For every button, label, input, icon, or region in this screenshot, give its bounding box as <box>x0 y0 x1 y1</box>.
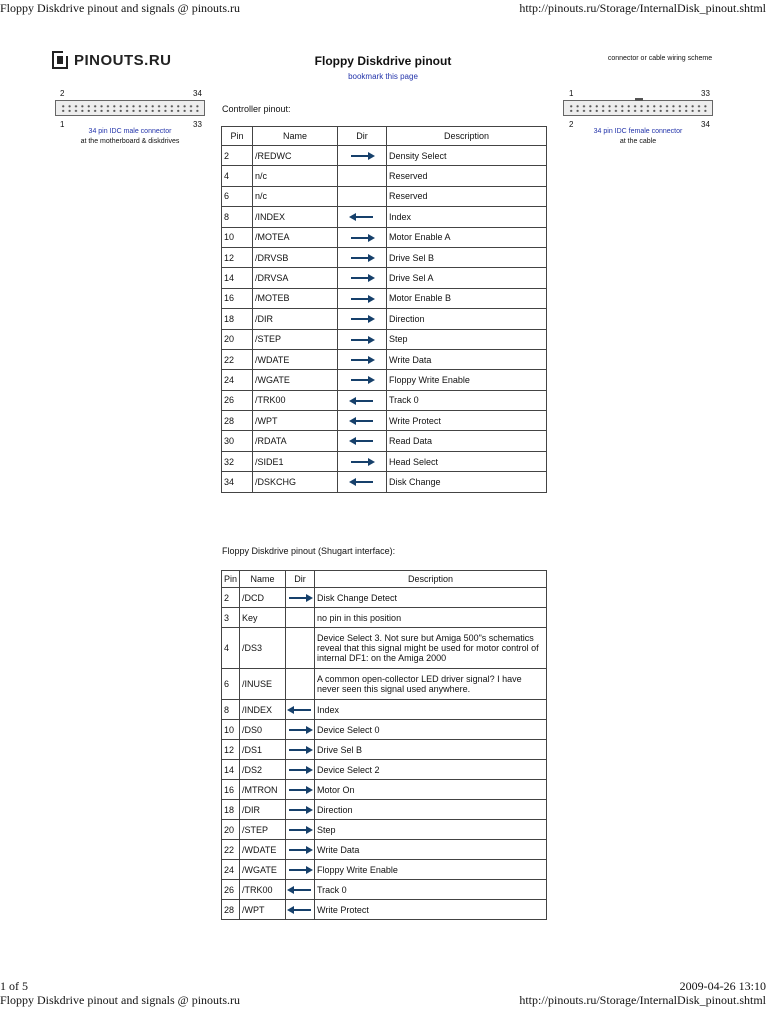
pin-number: 22 <box>222 349 253 369</box>
signal-name: /INDEX <box>240 700 286 720</box>
header-description: Description <box>315 571 547 588</box>
pin-number: 26 <box>222 390 253 410</box>
pin-number: 6 <box>222 186 253 206</box>
signal-name: /DIR <box>253 309 338 329</box>
arrow-left-icon <box>289 885 311 895</box>
signal-direction <box>338 472 387 492</box>
arrow-left-icon <box>351 396 373 406</box>
signal-direction <box>286 700 315 720</box>
arrow-left-icon <box>289 905 311 915</box>
pin-number: 10 <box>222 227 253 247</box>
signal-description: Drive Sel B <box>387 247 547 267</box>
signal-name: /INDEX <box>253 207 338 227</box>
signal-name: /STEP <box>240 820 286 840</box>
signal-direction <box>338 166 387 186</box>
signal-direction <box>338 411 387 431</box>
pin-number: 2 <box>222 146 253 166</box>
signal-direction <box>338 451 387 471</box>
pin-number: 18 <box>222 800 240 820</box>
signal-name: n/c <box>253 166 338 186</box>
signal-description: Read Data <box>387 431 547 451</box>
arrow-right-icon <box>351 273 373 283</box>
signal-description: Device Select 2 <box>315 760 547 780</box>
signal-name: /TRK00 <box>240 880 286 900</box>
signal-name: /WPT <box>240 900 286 920</box>
signal-direction <box>338 329 387 349</box>
pin-number: 34 <box>222 472 253 492</box>
signal-name: /WPT <box>253 411 338 431</box>
arrow-right-icon <box>351 233 373 243</box>
header-pin: Pin <box>222 127 253 146</box>
signal-description: Reserved <box>387 166 547 186</box>
print-header-title: Floppy Diskdrive pinout and signals @ pinouts.ru <box>0 1 241 15</box>
left-idc-connector-image <box>55 100 205 116</box>
pin-number: 22 <box>222 840 240 860</box>
table-row <box>222 860 547 880</box>
pin-number: 16 <box>222 288 253 308</box>
left-conn-pin-bottom-right: 33 <box>193 120 202 129</box>
print-footer-datetime: 2009-04-26 13:10 <box>679 979 766 993</box>
right-connector-subcaption: at the cable <box>619 138 657 145</box>
controller-pinout-label: Controller pinout: <box>222 104 291 114</box>
print-header-url: http://pinouts.ru/Storage/InternalDisk_pinout.shtml <box>519 1 766 15</box>
arrow-left-icon <box>351 416 373 426</box>
signal-description: Index <box>387 207 547 227</box>
table-row <box>222 451 547 471</box>
signal-description: Device Select 0 <box>315 720 547 740</box>
header-name: Name <box>240 571 286 588</box>
signal-description: Track 0 <box>387 390 547 410</box>
bookmark-link[interactable]: bookmark this page <box>348 72 418 81</box>
signal-name: /DRVSA <box>253 268 338 288</box>
table-row <box>222 880 547 900</box>
signal-name: /STEP <box>253 329 338 349</box>
pin-number: 24 <box>222 370 253 390</box>
header-name: Name <box>253 127 338 146</box>
pin-number: 6 <box>222 669 240 700</box>
arrow-right-icon <box>289 845 311 855</box>
signal-direction <box>286 628 315 669</box>
pin-number: 32 <box>222 451 253 471</box>
signal-description: Direction <box>315 800 547 820</box>
pin-number: 8 <box>222 700 240 720</box>
table-row <box>222 207 547 227</box>
signal-direction <box>286 780 315 800</box>
signal-direction <box>338 370 387 390</box>
right-conn-pin-top-right: 33 <box>701 89 710 98</box>
signal-description: Head Select <box>387 451 547 471</box>
signal-direction <box>338 186 387 206</box>
signal-direction <box>338 431 387 451</box>
signal-name: /DIR <box>240 800 286 820</box>
table-row <box>222 309 547 329</box>
signal-name: /RDATA <box>253 431 338 451</box>
signal-name: /DCD <box>240 588 286 608</box>
signal-name: /MOTEB <box>253 288 338 308</box>
table-row <box>222 268 547 288</box>
signal-direction <box>338 247 387 267</box>
signal-description: Track 0 <box>315 880 547 900</box>
arrow-right-icon <box>351 253 373 263</box>
signal-name: /DRVSB <box>253 247 338 267</box>
signal-name: /WDATE <box>240 840 286 860</box>
pin-number: 28 <box>222 900 240 920</box>
signal-description: Motor Enable A <box>387 227 547 247</box>
signal-description: no pin in this position <box>315 608 547 628</box>
arrow-right-icon <box>289 745 311 755</box>
pin-number: 12 <box>222 247 253 267</box>
signal-description: Drive Sel B <box>315 740 547 760</box>
signal-direction <box>286 840 315 860</box>
right-conn-pin-bottom-left: 2 <box>569 120 574 129</box>
pin-number: 4 <box>222 628 240 669</box>
signal-direction <box>286 880 315 900</box>
signal-name: /MOTEA <box>253 227 338 247</box>
arrow-right-icon <box>289 593 311 603</box>
table-row <box>222 472 547 492</box>
pin-number: 28 <box>222 411 253 431</box>
table-row <box>222 186 547 206</box>
left-conn-pin-top-left: 2 <box>60 89 65 98</box>
signal-direction <box>286 740 315 760</box>
signal-description: Write Data <box>315 840 547 860</box>
table-row <box>222 411 547 431</box>
logo-text: PINOUTS.RU <box>74 51 172 69</box>
signal-name: /INUSE <box>240 669 286 700</box>
header-description: Description <box>387 127 547 146</box>
page-title: Floppy Diskdrive pinout <box>314 54 452 68</box>
table-row <box>222 700 547 720</box>
table-row <box>222 760 547 780</box>
signal-direction <box>286 820 315 840</box>
pin-number: 14 <box>222 760 240 780</box>
signal-name: /WDATE <box>253 349 338 369</box>
signal-name: /DS1 <box>240 740 286 760</box>
arrow-left-icon <box>351 436 373 446</box>
arrow-left-icon <box>351 477 373 487</box>
controller-pinout-table <box>221 126 547 493</box>
signal-direction <box>286 608 315 628</box>
pin-number: 20 <box>222 820 240 840</box>
signal-description: Step <box>387 329 547 349</box>
signal-name: /TRK00 <box>253 390 338 410</box>
signal-description: Write Protect <box>315 900 547 920</box>
signal-description: Write Data <box>387 349 547 369</box>
signal-name: /DS0 <box>240 720 286 740</box>
right-conn-pin-top-left: 1 <box>569 89 574 98</box>
signal-direction <box>338 207 387 227</box>
signal-name: Key <box>240 608 286 628</box>
signal-description: Motor On <box>315 780 547 800</box>
signal-name: /WGATE <box>240 860 286 880</box>
signal-direction <box>338 146 387 166</box>
signal-description: Floppy Write Enable <box>387 370 547 390</box>
left-connector-caption: 34 pin IDC male connector <box>88 128 172 135</box>
table-row <box>222 370 547 390</box>
pin-number: 30 <box>222 431 253 451</box>
arrow-right-icon <box>289 825 311 835</box>
signal-description: Direction <box>387 309 547 329</box>
right-conn-pin-bottom-right: 34 <box>701 120 710 129</box>
table-row <box>222 146 547 166</box>
arrow-right-icon <box>289 785 311 795</box>
pin-number: 16 <box>222 780 240 800</box>
header-dir: Dir <box>286 571 315 588</box>
table-row <box>222 820 547 840</box>
header-pin: Pin <box>222 571 240 588</box>
arrow-right-icon <box>351 335 373 345</box>
pin-number: 2 <box>222 588 240 608</box>
arrow-right-icon <box>351 314 373 324</box>
site-logo[interactable] <box>52 50 172 70</box>
pin-number: 18 <box>222 309 253 329</box>
print-footer-url: http://pinouts.ru/Storage/InternalDisk_pinout.shtml <box>519 993 766 1007</box>
signal-direction <box>286 860 315 880</box>
signal-name: /DS3 <box>240 628 286 669</box>
shugart-pinout-table <box>221 570 547 920</box>
table-row <box>222 247 547 267</box>
signal-description: Step <box>315 820 547 840</box>
table-row <box>222 720 547 740</box>
left-conn-pin-top-right: 34 <box>193 89 202 98</box>
signal-description: Disk Change <box>387 472 547 492</box>
pin-number: 3 <box>222 608 240 628</box>
signal-name: /SIDE1 <box>253 451 338 471</box>
arrow-right-icon <box>351 375 373 385</box>
right-connector-caption: 34 pin IDC female connector <box>593 128 683 135</box>
left-connector-subcaption: at the motherboard & diskdrives <box>80 138 180 145</box>
signal-name: /MTRON <box>240 780 286 800</box>
signal-description: A common open-collector LED driver signal? I have never seen this signal used anywhere. <box>315 669 547 700</box>
arrow-right-icon <box>289 725 311 735</box>
pin-number: 8 <box>222 207 253 227</box>
print-footer-page: 1 of 5 <box>0 979 28 993</box>
pin-number: 12 <box>222 740 240 760</box>
signal-direction <box>286 900 315 920</box>
table-row <box>222 780 547 800</box>
signal-direction <box>338 268 387 288</box>
arrow-left-icon <box>289 705 311 715</box>
pinouts-logo-icon <box>52 51 68 69</box>
table-row <box>222 288 547 308</box>
table-row <box>222 740 547 760</box>
shugart-pinout-label: Floppy Diskdrive pinout (Shugart interface): <box>222 546 396 556</box>
right-idc-connector-image <box>563 100 713 116</box>
pin-number: 10 <box>222 720 240 740</box>
pin-number: 4 <box>222 166 253 186</box>
table-row <box>222 166 547 186</box>
signal-direction <box>338 227 387 247</box>
signal-description: Reserved <box>387 186 547 206</box>
print-footer-title: Floppy Diskdrive pinout and signals @ pinouts.ru <box>0 993 241 1007</box>
signal-name: /WGATE <box>253 370 338 390</box>
signal-direction <box>286 669 315 700</box>
signal-direction <box>286 800 315 820</box>
arrow-right-icon <box>289 805 311 815</box>
signal-name: n/c <box>253 186 338 206</box>
table-row <box>222 608 547 628</box>
signal-description: Density Select <box>387 146 547 166</box>
signal-description: Floppy Write Enable <box>315 860 547 880</box>
table-row <box>222 349 547 369</box>
pin-number: 20 <box>222 329 253 349</box>
pin-number: 24 <box>222 860 240 880</box>
left-conn-pin-bottom-left: 1 <box>60 120 65 129</box>
signal-description: Index <box>315 700 547 720</box>
table-row <box>222 800 547 820</box>
signal-direction <box>286 588 315 608</box>
arrow-left-icon <box>351 212 373 222</box>
arrow-right-icon <box>351 151 373 161</box>
pin-number: 26 <box>222 880 240 900</box>
table-row <box>222 669 547 700</box>
arrow-right-icon <box>289 865 311 875</box>
table-row <box>222 900 547 920</box>
arrow-right-icon <box>351 457 373 467</box>
table-row <box>222 227 547 247</box>
table-row <box>222 329 547 349</box>
signal-direction <box>338 309 387 329</box>
signal-name: /DSKCHG <box>253 472 338 492</box>
signal-direction <box>338 349 387 369</box>
signal-name: /DS2 <box>240 760 286 780</box>
table-row <box>222 390 547 410</box>
signal-description: Drive Sel A <box>387 268 547 288</box>
arrow-right-icon <box>351 294 373 304</box>
table-row <box>222 431 547 451</box>
signal-description: Motor Enable B <box>387 288 547 308</box>
table-row <box>222 840 547 860</box>
signal-name: /REDWC <box>253 146 338 166</box>
table-row <box>222 628 547 669</box>
signal-direction <box>338 390 387 410</box>
signal-direction <box>338 288 387 308</box>
signal-description: Write Protect <box>387 411 547 431</box>
signal-direction <box>286 760 315 780</box>
arrow-right-icon <box>351 355 373 365</box>
signal-description: Device Select 3. Not sure but Amiga 500"s schematics reveal that this signal might be used for motor control of internal DF1: on the Amiga 2000 <box>315 628 547 669</box>
arrow-right-icon <box>289 765 311 775</box>
pin-number: 14 <box>222 268 253 288</box>
wiring-scheme-link[interactable]: connector or cable wiring scheme <box>607 55 713 62</box>
signal-description: Disk Change Detect <box>315 588 547 608</box>
table-row <box>222 588 547 608</box>
signal-direction <box>286 720 315 740</box>
header-dir: Dir <box>338 127 387 146</box>
